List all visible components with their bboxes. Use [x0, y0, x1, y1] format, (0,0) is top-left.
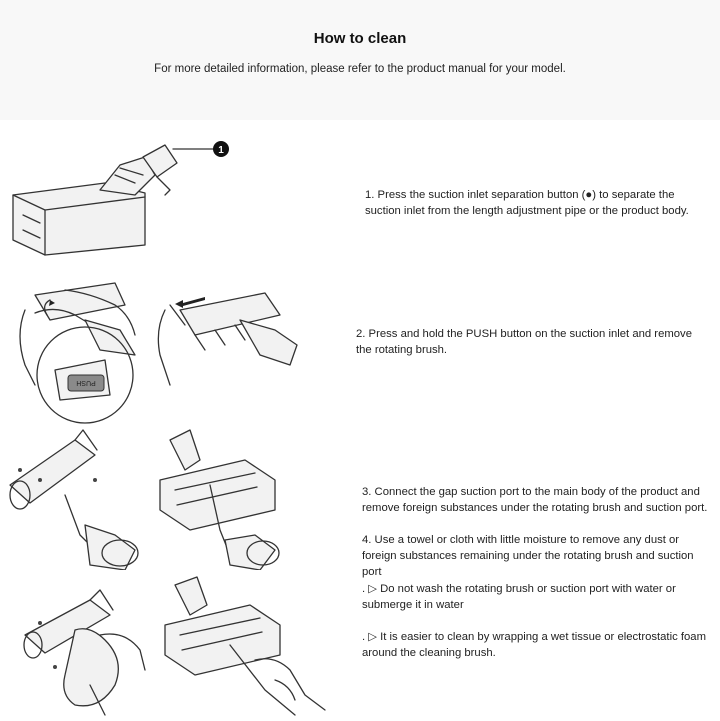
page-subtitle: For more detailed information, please refer to the product manual for your model.	[154, 63, 566, 75]
note-no-washing: . ▷ Do not wash the rotating brush or suction port with water or submerge it in water	[362, 583, 676, 611]
illustration-suction-inlet	[5, 135, 245, 265]
page-title: How to clean	[313, 30, 407, 47]
step-1-text: 1. Press the suction inlet separation button (●) to separate the suction inlet from the length adjustment pipe or the product body.	[365, 189, 689, 217]
push-label: PUSH	[76, 379, 96, 386]
callout-number: 1	[218, 145, 224, 156]
step-4-text: 4. Use a towel or cloth with little moisture to remove any dust or foreign substances remaining under the rotating brush and suction port	[362, 534, 694, 578]
note-wet-tissue: . ▷ It is easier to clean by wrapping a wet tissue or electrostatic foam around the cleaning brush.	[362, 631, 706, 659]
step-3-text: 3. Connect the gap suction port to the main body of the product and remove foreign substances under the rotating brush and suction port.	[362, 486, 708, 514]
illustration-push-button	[5, 275, 315, 425]
header-band	[0, 0, 720, 120]
step-2-text: 2. Press and hold the PUSH button on the suction inlet and remove the rotating brush.	[356, 328, 692, 356]
illustration-gap-suction	[5, 425, 335, 570]
illustration-cloth-cleaning	[5, 575, 335, 721]
